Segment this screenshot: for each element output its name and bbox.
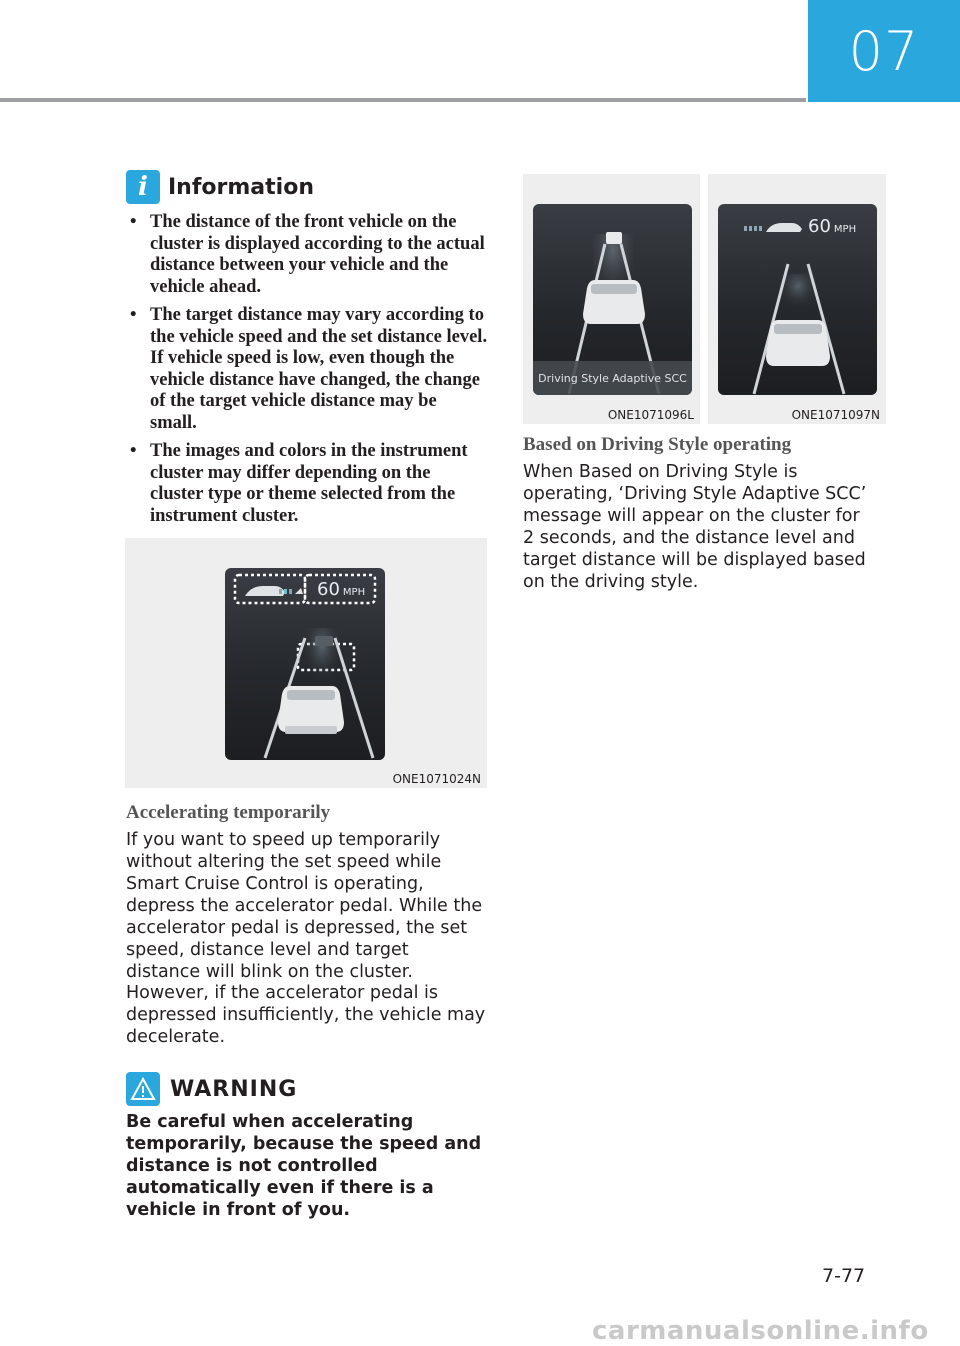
figure-driving-style-message [523, 174, 700, 424]
speed-unit: MPH [833, 224, 857, 235]
info-icon: i [126, 170, 160, 204]
figure-code: ONE1071097N [791, 408, 880, 422]
speed-readout [808, 216, 856, 237]
speed-value: 60 [317, 579, 340, 600]
warning-title: WARNING [170, 1076, 298, 1102]
information-item: • The distance of the front vehicle on the cluster is displayed according to the actual distance between your vehicle and the vehicle ahead. [126, 212, 488, 298]
chapter-tab: 07 [808, 0, 960, 102]
information-heading [126, 170, 314, 204]
speed-unit: MPH [342, 587, 366, 598]
section-title-driving-style: Based on Driving Style operating [523, 434, 792, 455]
driving-style-paragraph: When Based on Driving Style is operating, ‘Driving Style Adaptive SCC’ message will appear on the cluster for 2 seconds, and the distance level and target distance will be displayed based on the driving style. [523, 462, 867, 592]
watermark: carmanualsonline.info [592, 1316, 929, 1346]
cluster-screen [533, 204, 692, 395]
figure-code: ONE1071096L [607, 408, 694, 422]
figure-cluster-distance [125, 538, 487, 788]
information-title: Information [168, 174, 314, 200]
section-title-accelerating: Accelerating temporarily [126, 802, 331, 823]
information-list [126, 212, 488, 534]
accelerating-paragraph-1: If you want to speed up temporarily without altering the set speed while Smart Cruise Control is operating, depress the accelerator pedal. While the accelerator pedal is depressed, the set speed, distance level and target distance will blink on the cluster. [126, 830, 483, 982]
information-item: • The images and colors in the instrument cluster may differ depending on the cluster type or theme selected from the instrument cluster. [126, 441, 488, 527]
figure-driving-style-distance [708, 174, 886, 424]
figure-code: ONE1071024N [392, 772, 481, 786]
page-number: 7-77 [822, 1265, 866, 1287]
scc-message: Driving Style Adaptive SCC [533, 361, 692, 395]
speed-readout [317, 579, 365, 600]
information-item: • The target distance may vary according to the vehicle speed and the set distance level. If vehicle speed is low, even though the vehicle distance have changed, the change of the target vehicle distance may be small. [126, 305, 488, 434]
cluster-screen [225, 568, 385, 760]
speed-value: 60 [808, 216, 831, 237]
warning-icon [126, 1072, 160, 1106]
warning-text: Be careful when accelerating temporarily, because the speed and distance is not controlled automatically even if there is a vehicle in front of you. [126, 1112, 482, 1220]
header-rule [0, 98, 806, 102]
accelerating-paragraph-2: However, if the accelerator pedal is depressed insufficiently, the vehicle may decelerate. [126, 983, 486, 1047]
warning-heading [126, 1072, 297, 1106]
cluster-screen [718, 204, 877, 395]
